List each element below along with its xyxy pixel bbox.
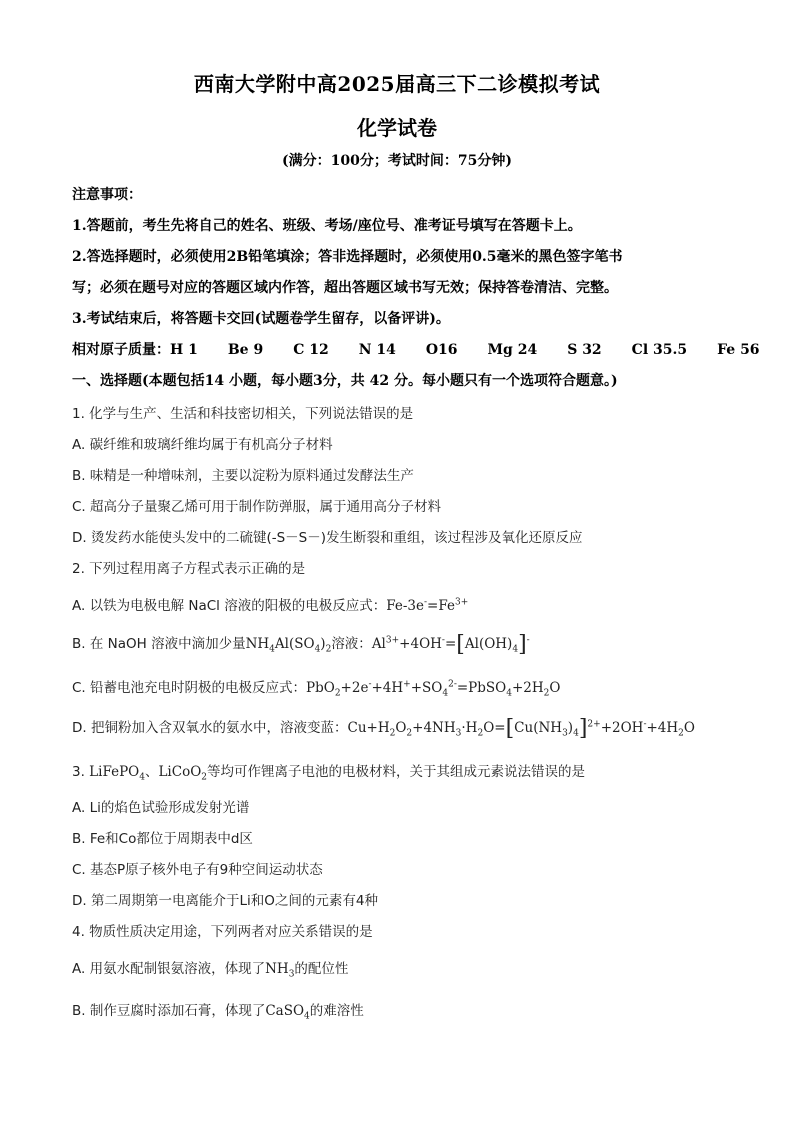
q1-option-b: B. 味精是一种增味剂，主要以淀粉为原料通过发酵法生产 xyxy=(72,468,414,484)
q2-a-text: A. 以铁为电极电解 NaCl 溶液的阳极的电极反应式： xyxy=(72,598,387,614)
q2-option-c xyxy=(72,676,732,699)
q4-b-formula: CaSO$_4$ xyxy=(265,1003,310,1022)
q1-option-d: D. 烫发药水能使头发中的二硫键(-S－S－)发生断裂和重组，该过程涉及氧化还原反应 xyxy=(72,530,583,546)
q3-stem xyxy=(72,760,732,783)
notes-heading: 注意事项： xyxy=(72,187,142,203)
q2-option-b xyxy=(72,632,732,657)
mass-item: Cl 35.5 xyxy=(631,342,688,358)
mass-item: Be 9 xyxy=(227,342,264,358)
section-heading: 一、选择题(本题包括14 小题，每小题3分，共 42 分。每小题只有一个选项符合题意。) xyxy=(72,373,618,389)
mass-item: H 1 xyxy=(170,342,198,358)
q4-b-pre: B. 制作豆腐时添加石膏，体现了 xyxy=(72,1003,266,1019)
atomic-masses-label: 相对原子质量： xyxy=(72,342,170,358)
q2-option-a xyxy=(72,594,732,614)
mass-item: N 14 xyxy=(358,342,396,358)
q2-b-compound: $NH_4Al(SO_4)_2$ xyxy=(245,636,332,655)
q4-option-a xyxy=(72,957,732,980)
q2-d-equation: $Cu+H_2O_2+4NH_3\cdot H_2O=[Cu(NH_3)_4]^{2+}+2OH^-+4H_2O$ xyxy=(347,716,695,741)
q2-a-equation: $Fe-3e^-=Fe^{3+}$ xyxy=(386,597,469,614)
q4-b-post: 的难溶性 xyxy=(309,1003,364,1019)
q2-b-text2: 溶液： xyxy=(331,636,372,652)
q2-b-text: B. 在 NaOH 溶液中滴加少量 xyxy=(72,636,246,652)
q1-option-c: C. 超高分子量聚乙烯可用于制作防弹服，属于通用高分子材料 xyxy=(72,499,442,515)
atomic-masses xyxy=(72,339,760,359)
q3-option-a: A. Li的焰色试验形成发射光谱 xyxy=(72,800,250,816)
q4-a-pre: A. 用氨水配制银氨溶液，体现了 xyxy=(72,961,266,977)
q3-option-c: C. 基态P原子核外电子有9种空间运动状态 xyxy=(72,862,323,878)
mass-item: O16 xyxy=(425,342,458,358)
q3-number: 3. xyxy=(72,764,90,780)
exam-subject: 化学试卷 xyxy=(357,116,437,140)
q4-a-formula: $NH_3$ xyxy=(265,961,295,980)
note-2b: 写；必须在题号对应的答题区域内作答，超出答题区域书写无效；保持答卷清洁、完整。 xyxy=(72,280,618,296)
note-1: 1.答题前，考生先将自己的姓名、班级、考场/座位号、准考证号填写在答题卡上。 xyxy=(72,218,582,234)
mass-item: Fe 56 xyxy=(717,342,760,358)
q1-option-a: A. 碳纤维和玻璃纤维均属于有机高分子材料 xyxy=(72,437,333,453)
q2-c-text: C. 铅蓄电池充电时阴极的电极反应式： xyxy=(72,680,307,696)
q2-stem: 2. 下列过程用离子方程式表示正确的是 xyxy=(72,561,306,577)
note-2a: 2.答选择题时，必须使用2B铅笔填涂；答非选择题时，必须使用0.5毫米的黑色签字笔书 xyxy=(72,249,623,265)
q4-stem: 4. 物质性质决定用途，下列两者对应关系错误的是 xyxy=(72,924,373,940)
q3-compounds: LiFePO$_4$、LiCoO$_2$ xyxy=(89,764,208,783)
q3-option-b: B. Fe和Co都位于周期表中d区 xyxy=(72,831,253,847)
q3-stem-tail: 等均可作锂离子电池的电极材料，关于其组成元素说法错误的是 xyxy=(207,764,586,780)
q2-c-equation: $PbO_2+2e^-+4H^++SO_4^{2-}=PbSO_4+2H_2O$ xyxy=(306,679,561,699)
q1-stem: 1. 化学与生产、生活和科技密切相关，下列说法错误的是 xyxy=(72,406,414,422)
mass-item: C 12 xyxy=(293,342,329,358)
q2-option-d xyxy=(72,716,732,741)
mass-item: Mg 24 xyxy=(487,342,538,358)
q4-option-b xyxy=(72,999,732,1022)
q4-a-post: 的配位性 xyxy=(294,961,349,977)
exam-meta: (满分：100分；考试时间：75分钟) xyxy=(282,153,512,169)
mass-item: S 32 xyxy=(567,342,602,358)
q2-b-equation: $Al^{3+}+4OH^-=[Al(OH)_4]^-$ xyxy=(371,632,530,657)
q3-option-d: D. 第二周期第一电离能介于Li和O之间的元素有4种 xyxy=(72,893,378,909)
q2-d-text: D. 把铜粉加入含双氧水的氨水中，溶液变蓝： xyxy=(72,720,348,736)
note-3: 3.考试结束后，将答题卡交回(试题卷学生留存，以备评讲)。 xyxy=(72,311,450,327)
exam-title: 西南大学附中高2025届高三下二诊模拟考试 xyxy=(193,72,601,96)
